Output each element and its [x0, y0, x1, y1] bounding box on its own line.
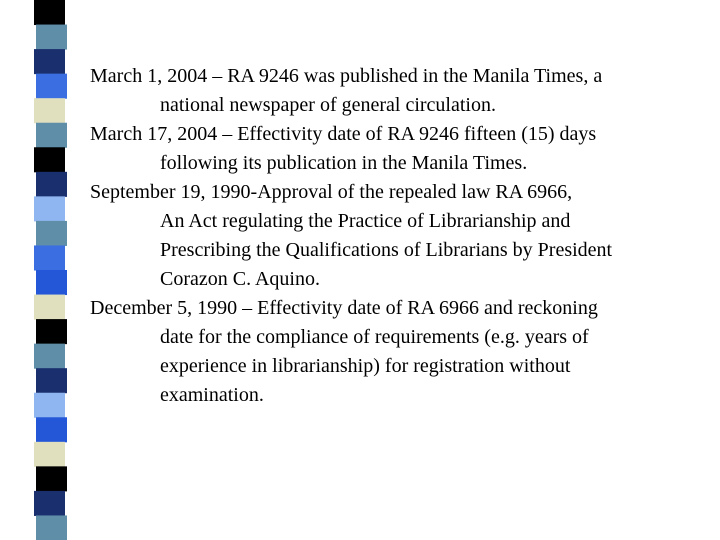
stripe-block — [36, 221, 67, 246]
stripe-block — [36, 270, 67, 295]
entry-line: Corazon C. Aquino. — [160, 268, 320, 290]
stripe-block — [34, 196, 65, 221]
stripe-block — [36, 417, 67, 442]
entry-line: national newspaper of general circulation. — [160, 94, 496, 116]
stripe-block — [34, 344, 65, 369]
entry-line: examination. — [160, 384, 264, 406]
stripe-block — [34, 295, 65, 320]
entry-ra9246-effectivity — [90, 120, 710, 178]
entry-line: December 5, 1990 – Effectivity date of RA 6966 and reckoning — [90, 297, 598, 319]
stripe-block — [36, 515, 67, 540]
stripe-block — [36, 74, 67, 99]
stripe-block — [36, 25, 67, 50]
entry-line: Prescribing the Qualifications of Librarians by President — [160, 239, 613, 261]
entry-ra6966-approval — [90, 178, 710, 294]
decorative-stripe — [0, 0, 67, 540]
stripe-block — [36, 319, 67, 344]
entry-line: September 19, 1990-Approval of the repealed law RA 6966, — [90, 181, 573, 203]
entry-line: March 17, 2004 – Effectivity date of RA 9246 fifteen (15) days — [90, 123, 597, 145]
stripe-block — [34, 491, 65, 516]
entry-line: date for the compliance of requirements (e.g. years of — [160, 326, 589, 348]
entry-line: following its publication in the Manila Times. — [160, 152, 528, 174]
stripe-block — [36, 172, 67, 197]
stripe-block — [36, 123, 67, 148]
stripe-block — [36, 466, 67, 491]
stripe-block — [34, 147, 65, 172]
entry-ra9246-published — [90, 62, 710, 120]
stripe-block — [34, 245, 65, 270]
stripe-block — [34, 98, 65, 123]
stripe-block — [34, 0, 65, 25]
stripe-block — [34, 393, 65, 418]
stripe-block — [34, 442, 65, 467]
entry-line: An Act regulating the Practice of Librarianship and — [160, 210, 571, 232]
entry-ra6966-effectivity — [90, 294, 710, 410]
stripe-block — [36, 368, 67, 393]
entry-line: experience in librarianship) for registration without — [160, 355, 571, 377]
entry-line: March 1, 2004 – RA 9246 was published in the Manila Times, a — [90, 65, 603, 87]
timeline-text — [90, 62, 710, 410]
stripe-block — [34, 49, 65, 74]
